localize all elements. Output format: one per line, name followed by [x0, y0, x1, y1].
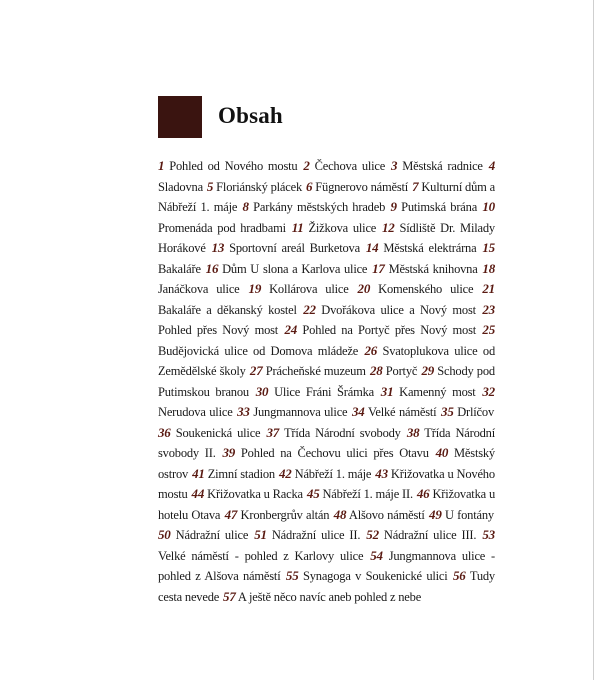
- toc-entry: [279, 467, 372, 481]
- toc-entry: [429, 508, 495, 522]
- toc-entry-number: 3: [391, 158, 398, 173]
- toc-entry-title: Zimní stadion: [207, 466, 275, 481]
- toc-entry-number: 21: [482, 281, 495, 296]
- toc-entry-number: 42: [279, 465, 292, 481]
- toc-entry: [303, 159, 386, 173]
- toc-entry-title: Schody pod Putimskou branou: [158, 364, 495, 399]
- toc-entry-number: 22: [303, 301, 316, 317]
- toc-entry-title: Velké náměstí - pohled z Karlovy ulice: [158, 548, 364, 563]
- toc-entry: [352, 405, 437, 419]
- toc-entry-title: Kronbergrův altán: [240, 507, 330, 522]
- toc-entry: [225, 508, 331, 522]
- toc-entry-title: A ještě něco navíc aneb pohled z nebe: [237, 589, 422, 604]
- toc-entry-number: 49: [429, 506, 442, 522]
- toc-entry: [390, 200, 478, 214]
- toc-entry-title: Bakaláře: [158, 261, 201, 276]
- toc-entry-number: 40: [435, 445, 449, 460]
- toc-entry: [158, 528, 249, 542]
- toc-entry-title: Velké náměstí: [367, 405, 437, 419]
- toc-entry-title: Nádražní ulice: [175, 528, 249, 542]
- toc-entry-number: 9: [390, 199, 397, 214]
- toc-entry-title: Městská radnice: [402, 159, 483, 173]
- toc-entry-number: 45: [306, 486, 320, 501]
- toc-entry-title: Pohled přes Nový most: [158, 323, 279, 337]
- toc-entry: [250, 364, 367, 378]
- toc-entry: [358, 282, 475, 296]
- toc-entry: [303, 303, 477, 317]
- toc-entry-number: 57: [223, 588, 236, 604]
- toc-entry: [256, 385, 375, 399]
- toc-entry-number: 52: [366, 527, 379, 542]
- toc-entry-title: Alšovo náměstí: [348, 507, 425, 522]
- toc-entry-title: Komenského ulice: [378, 282, 474, 296]
- toc-entry-number: 47: [224, 506, 238, 522]
- toc-entry-number: 56: [453, 568, 466, 583]
- toc-entry: [306, 180, 409, 194]
- toc-entry-title: Kulturní dům a Nábřeží 1. máje: [158, 179, 495, 214]
- toc-entry-title: Dům U slona a Karlova ulice: [222, 261, 368, 276]
- toc-entry-title: Promenáda pod hradbami: [158, 220, 286, 235]
- toc-entry-number: 38: [406, 424, 420, 440]
- toc-entry: [307, 487, 414, 501]
- toc-entry-title: Synagoga v Soukenické ulici: [302, 569, 448, 583]
- toc-entry: [292, 221, 377, 235]
- toc-entry-number: 50: [158, 527, 171, 542]
- toc-entry-title: Budějovická ulice od Domova mládeže: [158, 343, 359, 358]
- toc-entry: [334, 508, 426, 522]
- toc-entry-number: 10: [482, 199, 495, 214]
- toc-entry: [243, 200, 387, 214]
- toc-entry-title: Janáčkova ulice: [158, 282, 240, 296]
- toc-entry-title: Drlíčov: [457, 405, 495, 419]
- toc-entry: [249, 282, 350, 296]
- toc-entry-title: Třída Národní svobody: [283, 425, 401, 440]
- toc-entry: [366, 528, 477, 542]
- decorative-square: [158, 96, 202, 138]
- toc-entry-title: Křižovatka u hotelu Otava: [158, 487, 496, 522]
- toc-entry-title: Portyč: [385, 364, 418, 378]
- toc-entry: [192, 467, 276, 481]
- toc-entry-number: 18: [482, 260, 495, 276]
- toc-entry-title: Čechova ulice: [314, 159, 386, 173]
- toc-entry-number: 13: [211, 240, 225, 255]
- toc-entry-number: 27: [249, 363, 263, 378]
- toc-entry-title: Floriánský plácek: [216, 179, 303, 194]
- toc-entry-title: Nábřeží 1. máje II.: [322, 487, 413, 501]
- toc-entry-number: 17: [372, 260, 385, 276]
- toc-entry-title: Tudy cesta nevede: [158, 569, 495, 604]
- toc-entry-title: Třída Národní svobody II.: [158, 425, 496, 460]
- toc-entry-number: 8: [242, 199, 249, 214]
- toc-entry-number: 36: [158, 424, 171, 440]
- toc-entry-title: Prácheňské muzeum: [265, 364, 366, 378]
- toc-entry: [284, 323, 477, 337]
- toc-entry-title: Nádražní ulice II.: [271, 528, 361, 542]
- toc-entry-number: 31: [380, 383, 394, 399]
- toc-entry-number: 20: [357, 281, 371, 296]
- toc-entry: [206, 262, 369, 276]
- toc-entry-number: 23: [482, 301, 495, 317]
- toc-entry-title: Sídliště Dr. Milady Horákové: [158, 220, 495, 255]
- toc-entry-number: 25: [482, 322, 496, 337]
- toc-entry-title: Pohled na Čechovu ulici přes Otavu: [240, 446, 429, 460]
- toc-entry-title: Městský ostrov: [158, 446, 495, 481]
- toc-entry-number: 30: [255, 383, 269, 399]
- toc-entry: [441, 405, 495, 419]
- toc-entry-title: Soukenická ulice: [175, 425, 261, 440]
- toc-entry-number: 29: [421, 363, 435, 378]
- toc-entry-number: 11: [291, 219, 304, 235]
- toc-entry-title: Nádražní ulice III.: [383, 528, 477, 542]
- toc-entry: [222, 446, 429, 460]
- toc-entry-number: 1: [158, 158, 165, 173]
- toc-entry-number: 46: [416, 486, 430, 501]
- toc-entry-title: U fontány: [444, 507, 494, 522]
- toc-entry-number: 54: [370, 547, 383, 563]
- toc-entry-number: 37: [266, 424, 280, 440]
- toc-entry: [370, 364, 418, 378]
- table-of-contents: [158, 156, 495, 607]
- toc-entry: [381, 385, 477, 399]
- toc-entry-number: 6: [306, 178, 313, 194]
- toc-entry-title: Pohled na Portyč přes Nový most: [302, 323, 477, 337]
- toc-entry-title: Nábřeží 1. máje: [294, 466, 372, 481]
- toc-entry-title: Pohled od Nového mostu: [169, 159, 298, 173]
- toc-entry: [237, 405, 348, 419]
- toc-entry: [223, 590, 422, 604]
- toc-entry-title: Kollárova ulice: [269, 282, 349, 296]
- toc-entry: [372, 262, 478, 276]
- toc-entry-title: Ulice Fráni Šrámka: [274, 384, 375, 399]
- toc-entry-number: 55: [285, 568, 299, 583]
- toc-entry-number: 44: [191, 486, 205, 501]
- toc-entry-number: 2: [303, 158, 310, 173]
- toc-entry-title: Kamenný most: [399, 384, 476, 399]
- toc-entry-number: 43: [375, 465, 388, 481]
- toc-entry-title: Putimská brána: [401, 200, 478, 214]
- toc-entry-number: 33: [237, 404, 250, 419]
- toc-entry-number: 53: [482, 527, 495, 542]
- toc-entry-number: 41: [192, 465, 205, 481]
- toc-entry: [286, 569, 449, 583]
- toc-entry-title: Jungmannova ulice - pohled z Alšova náměstí: [158, 548, 495, 583]
- toc-entry-number: 15: [482, 240, 495, 255]
- toc-entry-number: 26: [364, 342, 378, 358]
- toc-entry-title: Sladovna: [158, 179, 203, 194]
- toc-entry-title: Křižovatka u Nového mostu: [158, 466, 495, 501]
- toc-entry: [366, 241, 478, 255]
- toc-entry-number: 4: [488, 158, 496, 173]
- toc-entry-title: Bakaláře a děkanský kostel: [158, 302, 297, 317]
- toc-entry-title: Parkány městských hradeb: [253, 200, 386, 214]
- toc-entry: [158, 426, 261, 440]
- toc-entry-number: 34: [351, 404, 365, 419]
- toc-entry-number: 16: [205, 260, 219, 276]
- toc-entry-title: Nerudova ulice: [158, 405, 233, 419]
- toc-entry-number: 5: [206, 178, 214, 194]
- toc-entry-number: 35: [441, 404, 454, 419]
- toc-entry-title: Sportovní areál Burketova: [229, 241, 360, 255]
- toc-entry: [207, 180, 303, 194]
- toc-entry-title: Svatoplukova ulice od Zemědělské školy: [158, 343, 495, 378]
- toc-entry-number: 51: [254, 527, 267, 542]
- toc-entry-number: 28: [369, 363, 383, 378]
- toc-entry-number: 48: [333, 506, 347, 522]
- toc-entry-title: Městská elektrárna: [383, 241, 477, 255]
- toc-entry-number: 7: [412, 178, 419, 194]
- toc-entry-number: 19: [248, 281, 262, 296]
- toc-entry-title: Žižkova ulice: [308, 220, 377, 235]
- toc-entry-number: 24: [284, 322, 298, 337]
- toc-entry-title: Jungmannova ulice: [253, 405, 348, 419]
- toc-entry-title: Městská knihovna: [388, 261, 478, 276]
- page-title: Obsah: [218, 103, 283, 128]
- toc-entry-number: 32: [482, 383, 495, 399]
- toc-entry-title: Dvořákova ulice a Nový most: [321, 302, 476, 317]
- toc-entry-title: Křižovatka u Racka: [207, 487, 303, 501]
- toc-entry-number: 12: [381, 219, 395, 235]
- toc-entry-number: 14: [365, 240, 379, 255]
- toc-entry-title: Fügnerovo náměstí: [315, 179, 409, 194]
- toc-entry: [391, 159, 484, 173]
- toc-entry: [267, 426, 402, 440]
- toc-entry: [158, 159, 298, 173]
- toc-entry: [254, 528, 361, 542]
- toc-entry: [192, 487, 304, 501]
- toc-entry: [212, 241, 361, 255]
- page-edge: [593, 0, 594, 680]
- toc-entry-number: 39: [222, 445, 236, 460]
